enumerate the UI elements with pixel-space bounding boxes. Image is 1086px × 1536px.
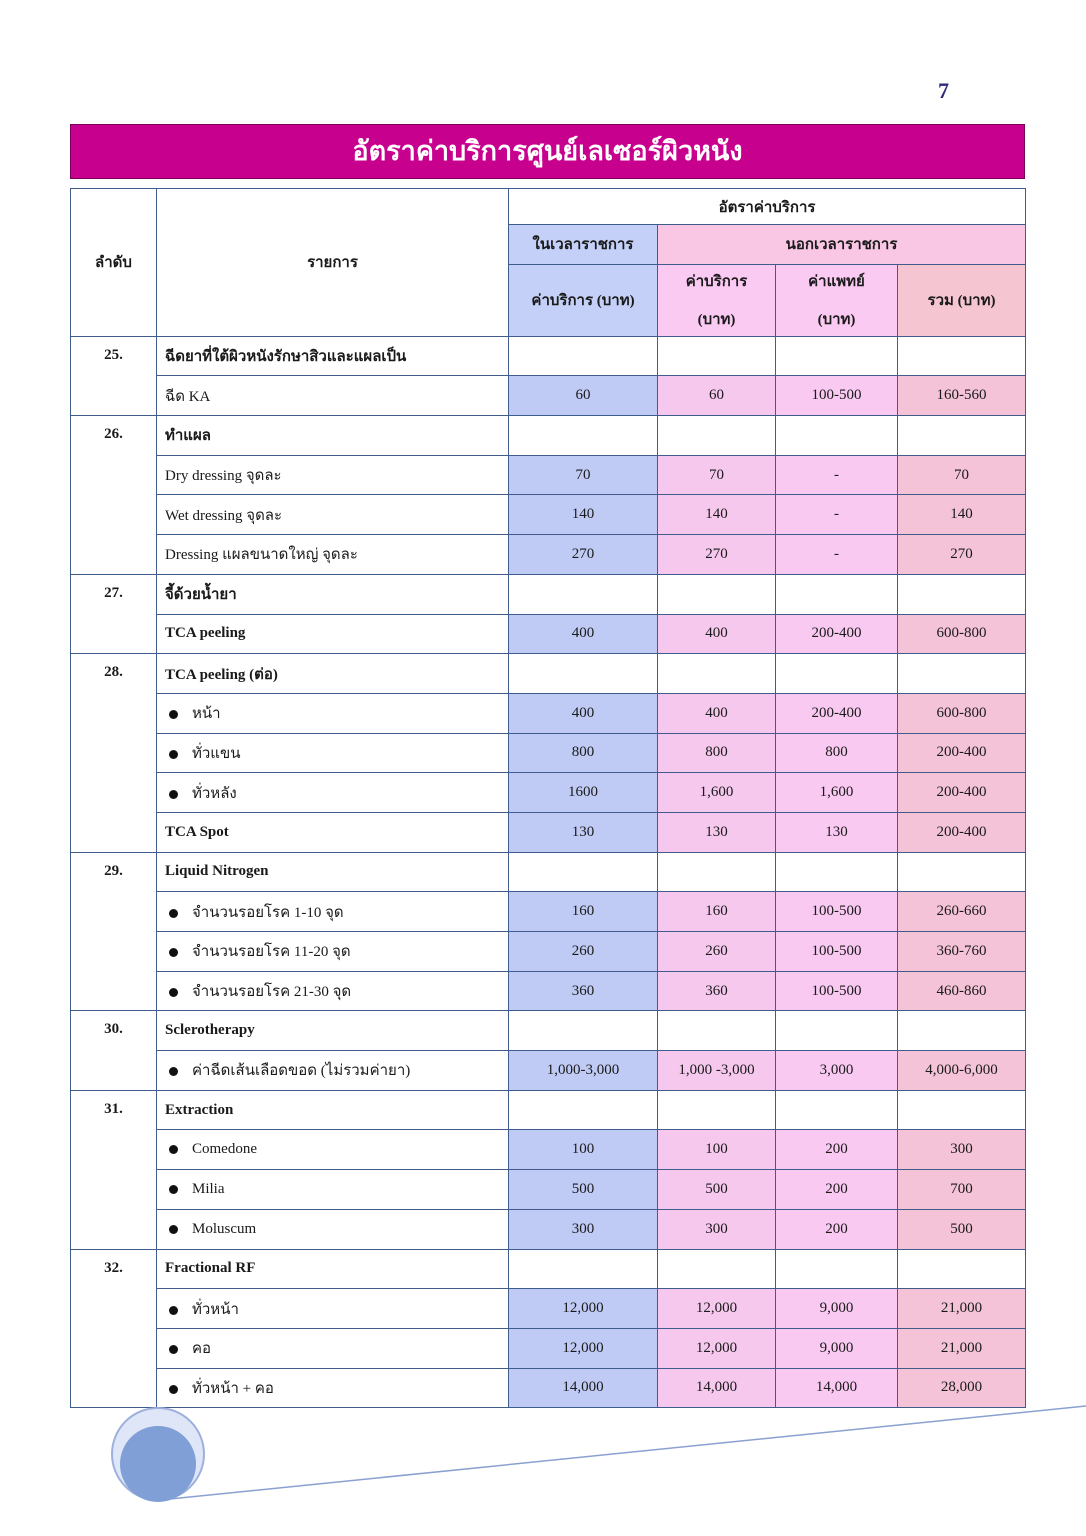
cell-in-hours-fee: 14,000 [509, 1368, 658, 1408]
cell-total-fee: 360-760 [898, 932, 1026, 972]
bullet-icon [169, 948, 178, 957]
row-item-label: จี้ด้วยน้ำยา [165, 587, 237, 604]
header-out-hours: นอกเวลาราชการ [658, 225, 1026, 265]
table-row [71, 614, 1026, 654]
table-row [71, 733, 1026, 773]
cell-out-hours-fee: 400 [658, 693, 776, 733]
page-number: 7 [938, 78, 949, 103]
row-item [157, 574, 509, 614]
table-row [71, 1289, 1026, 1329]
cell-doctor-fee: 130 [776, 812, 898, 852]
cell-in-hours-fee: 70 [509, 455, 658, 495]
cell-doctor-fee [776, 654, 898, 694]
cell-doctor-fee: 1,600 [776, 773, 898, 813]
cell-total-fee [898, 574, 1026, 614]
cell-total-fee: 70 [898, 455, 1026, 495]
cell-in-hours-fee: 12,000 [509, 1328, 658, 1368]
header-in-hours: ในเวลาราชการ [509, 225, 658, 265]
decor-circle-outer [112, 1408, 204, 1500]
cell-in-hours-fee [509, 336, 658, 376]
cell-out-hours-fee [658, 416, 776, 456]
cell-in-hours-fee: 130 [509, 812, 658, 852]
cell-out-hours-fee: 270 [658, 535, 776, 575]
bullet-icon [169, 1145, 178, 1154]
table-row [71, 812, 1026, 852]
cell-doctor-fee: 800 [776, 733, 898, 773]
row-item-label: ทั่วหลัง [192, 785, 237, 802]
cell-in-hours-fee: 300 [509, 1209, 658, 1249]
cell-out-hours-fee [658, 574, 776, 614]
cell-doctor-fee: 100-500 [776, 971, 898, 1011]
cell-total-fee [898, 1011, 1026, 1051]
cell-out-hours-fee [658, 1249, 776, 1289]
cell-out-hours-fee [658, 336, 776, 376]
cell-total-fee: 140 [898, 495, 1026, 535]
row-item [157, 535, 509, 575]
table-row [71, 1368, 1026, 1408]
row-item-label: ทั่วหน้า + คอ [192, 1380, 274, 1397]
cell-total-fee: 500 [898, 1209, 1026, 1249]
cell-in-hours-fee: 260 [509, 932, 658, 972]
cell-in-hours-fee [509, 1090, 658, 1130]
row-item-label: ทำแผล [165, 428, 211, 445]
row-item-label: TCA peeling [165, 625, 246, 642]
cell-total-fee: 600-800 [898, 614, 1026, 654]
row-item-label: Milia [192, 1180, 225, 1197]
cell-out-hours-fee: 300 [658, 1209, 776, 1249]
cell-total-fee [898, 416, 1026, 456]
cell-doctor-fee: - [776, 495, 898, 535]
cell-doctor-fee: 200 [776, 1130, 898, 1170]
row-item [157, 455, 509, 495]
cell-out-hours-fee: 60 [658, 376, 776, 416]
row-number: 30. [71, 1011, 157, 1090]
cell-total-fee: 28,000 [898, 1368, 1026, 1408]
cell-total-fee: 300 [898, 1130, 1026, 1170]
table-row [71, 1170, 1026, 1210]
page-title: อัตราค่าบริการศูนย์เลเซอร์ผิวหนัง [70, 124, 1025, 179]
row-item-label: ทั่วแขน [192, 745, 241, 762]
bullet-icon [169, 1225, 178, 1234]
table-row [71, 773, 1026, 813]
cell-doctor-fee [776, 574, 898, 614]
row-item [157, 416, 509, 456]
row-item-label: Moluscum [192, 1220, 257, 1237]
table-row [71, 455, 1026, 495]
row-item [157, 376, 509, 416]
cell-out-hours-fee: 800 [658, 733, 776, 773]
header-doctor-fee-line2: (บาท) [817, 312, 856, 329]
cell-total-fee: 160-560 [898, 376, 1026, 416]
row-item-label: Comedone [192, 1141, 257, 1158]
row-item [157, 654, 509, 694]
cell-in-hours-fee: 270 [509, 535, 658, 575]
table-row [71, 495, 1026, 535]
bullet-icon [169, 790, 178, 799]
cell-doctor-fee: 200-400 [776, 693, 898, 733]
row-number: 27. [71, 574, 157, 653]
cell-total-fee: 270 [898, 535, 1026, 575]
cell-doctor-fee [776, 1011, 898, 1051]
row-item [157, 495, 509, 535]
header-rates: อัตราค่าบริการ [509, 189, 1026, 225]
row-item-label: ฉีด KA [165, 388, 211, 405]
cell-doctor-fee: 100-500 [776, 376, 898, 416]
cell-in-hours-fee: 500 [509, 1170, 658, 1210]
header-no: ลำดับ [71, 189, 157, 337]
row-item [157, 1209, 509, 1249]
row-item-label: คอ [192, 1341, 212, 1358]
row-number: 25. [71, 336, 157, 415]
row-item-label: TCA peeling (ต่อ) [165, 666, 278, 683]
cell-out-hours-fee: 160 [658, 892, 776, 932]
cell-total-fee: 600-800 [898, 693, 1026, 733]
cell-doctor-fee: 100-500 [776, 932, 898, 972]
cell-doctor-fee: 9,000 [776, 1328, 898, 1368]
cell-out-hours-fee: 70 [658, 455, 776, 495]
cell-in-hours-fee: 1,000-3,000 [509, 1051, 658, 1091]
cell-doctor-fee: 100-500 [776, 892, 898, 932]
cell-doctor-fee: - [776, 455, 898, 495]
row-item [157, 1328, 509, 1368]
cell-total-fee [898, 1249, 1026, 1289]
bullet-icon [169, 1306, 178, 1315]
cell-out-hours-fee [658, 1090, 776, 1130]
cell-out-hours-fee [658, 1011, 776, 1051]
cell-doctor-fee: 200 [776, 1209, 898, 1249]
cell-in-hours-fee: 1600 [509, 773, 658, 813]
table-row [71, 1328, 1026, 1368]
row-item-label: TCA Spot [165, 823, 229, 840]
table-row [71, 1249, 1026, 1289]
cell-in-hours-fee [509, 416, 658, 456]
row-item [157, 812, 509, 852]
row-item-label: หน้า [192, 706, 221, 723]
row-item [157, 1289, 509, 1329]
row-item [157, 852, 509, 892]
cell-out-hours-fee: 1,600 [658, 773, 776, 813]
row-item-label: Dressing แผลขนาดใหญ่ จุดละ [165, 547, 358, 564]
cell-total-fee: 200-400 [898, 733, 1026, 773]
cell-total-fee [898, 654, 1026, 694]
cell-total-fee: 260-660 [898, 892, 1026, 932]
cell-in-hours-fee [509, 654, 658, 694]
table-row [71, 376, 1026, 416]
bullet-icon [169, 750, 178, 759]
row-item-label: Wet dressing จุดละ [165, 507, 283, 524]
cell-out-hours-fee: 14,000 [658, 1368, 776, 1408]
row-item-label: จำนวนรอยโรค 11-20 จุด [192, 944, 351, 961]
row-item [157, 892, 509, 932]
cell-total-fee: 21,000 [898, 1289, 1026, 1329]
row-item [157, 1051, 509, 1091]
cell-doctor-fee: 200-400 [776, 614, 898, 654]
cell-in-hours-fee: 12,000 [509, 1289, 658, 1329]
cell-total-fee: 200-400 [898, 773, 1026, 813]
cell-out-hours-fee: 400 [658, 614, 776, 654]
table-row [71, 693, 1026, 733]
row-item-label: Liquid Nitrogen [165, 863, 269, 880]
table-row [71, 336, 1026, 376]
row-item-label: Fractional RF [165, 1260, 256, 1277]
bullet-icon [169, 988, 178, 997]
cell-out-hours-fee: 260 [658, 932, 776, 972]
row-item [157, 773, 509, 813]
bullet-icon [169, 710, 178, 719]
bullet-icon [169, 1385, 178, 1394]
cell-total-fee [898, 1090, 1026, 1130]
row-item [157, 932, 509, 972]
cell-total-fee: 21,000 [898, 1328, 1026, 1368]
table-row [71, 1130, 1026, 1170]
cell-in-hours-fee: 800 [509, 733, 658, 773]
cell-in-hours-fee: 60 [509, 376, 658, 416]
row-number: 29. [71, 852, 157, 1011]
cell-in-hours-fee: 160 [509, 892, 658, 932]
cell-total-fee: 4,000-6,000 [898, 1051, 1026, 1091]
bullet-icon [169, 909, 178, 918]
row-item [157, 1170, 509, 1210]
table-row [71, 574, 1026, 614]
row-item-label: ฉีดยาที่ใต้ผิวหนังรักษาสิวและแผลเป็น [165, 349, 407, 366]
table-row [71, 1051, 1026, 1091]
table-row [71, 1209, 1026, 1249]
row-item-label: จำนวนรอยโรค 21-30 จุด [192, 984, 352, 1001]
header-total: รวม (บาท) [898, 264, 1026, 336]
row-item [157, 1090, 509, 1130]
cell-total-fee [898, 336, 1026, 376]
row-item [157, 1368, 509, 1408]
cell-in-hours-fee: 360 [509, 971, 658, 1011]
row-item [157, 1249, 509, 1289]
row-item-label: Dry dressing จุดละ [165, 468, 282, 485]
row-number: 31. [71, 1090, 157, 1249]
cell-in-hours-fee: 100 [509, 1130, 658, 1170]
row-item [157, 614, 509, 654]
cell-out-hours-fee: 100 [658, 1130, 776, 1170]
cell-out-hours-fee: 500 [658, 1170, 776, 1210]
cell-total-fee [898, 852, 1026, 892]
rates-table-body [71, 336, 1026, 1408]
row-item [157, 1130, 509, 1170]
row-item [157, 733, 509, 773]
cell-out-hours-fee [658, 852, 776, 892]
header-doctor-fee-line1: ค่าแพทย์ [808, 274, 865, 291]
header-out-service-fee [658, 264, 776, 336]
row-item [157, 693, 509, 733]
cell-doctor-fee [776, 852, 898, 892]
cell-doctor-fee [776, 1090, 898, 1130]
cell-out-hours-fee: 1,000 -3,000 [658, 1051, 776, 1091]
cell-doctor-fee [776, 416, 898, 456]
table-row [71, 892, 1026, 932]
cell-doctor-fee: - [776, 535, 898, 575]
cell-out-hours-fee: 360 [658, 971, 776, 1011]
table-row [71, 932, 1026, 972]
cell-out-hours-fee: 130 [658, 812, 776, 852]
table-row [71, 1011, 1026, 1051]
cell-out-hours-fee: 140 [658, 495, 776, 535]
cell-in-hours-fee [509, 1011, 658, 1051]
header-item: รายการ [157, 189, 509, 337]
table-row [71, 971, 1026, 1011]
cell-in-hours-fee: 400 [509, 614, 658, 654]
row-number: 28. [71, 654, 157, 852]
cell-out-hours-fee [658, 654, 776, 694]
table-row [71, 1090, 1026, 1130]
table-row [71, 852, 1026, 892]
row-item-label: Extraction [165, 1101, 234, 1118]
cell-total-fee: 200-400 [898, 812, 1026, 852]
row-item [157, 1011, 509, 1051]
table-row [71, 416, 1026, 456]
row-item-label: Sclerotherapy [165, 1022, 255, 1039]
rates-table [70, 188, 1026, 1408]
table-row [71, 654, 1026, 694]
cell-in-hours-fee [509, 852, 658, 892]
cell-in-hours-fee [509, 574, 658, 614]
row-item-label: ค่าฉีดเส้นเลือดขอด (ไม่รวมค่ายา) [192, 1063, 411, 1080]
bullet-icon [169, 1345, 178, 1354]
cell-doctor-fee: 3,000 [776, 1051, 898, 1091]
row-item [157, 971, 509, 1011]
header-out-service-fee-line2: (บาท) [697, 312, 736, 329]
decor-circle-inner [120, 1426, 196, 1502]
bullet-icon [169, 1067, 178, 1076]
cell-doctor-fee: 200 [776, 1170, 898, 1210]
header-in-service-fee: ค่าบริการ (บาท) [509, 264, 658, 336]
table-row [71, 535, 1026, 575]
row-item [157, 336, 509, 376]
row-number: 26. [71, 416, 157, 575]
cell-in-hours-fee: 140 [509, 495, 658, 535]
bullet-icon [169, 1185, 178, 1194]
cell-out-hours-fee: 12,000 [658, 1289, 776, 1329]
cell-doctor-fee [776, 1249, 898, 1289]
cell-doctor-fee [776, 336, 898, 376]
header-out-service-fee-line1: ค่าบริการ [685, 274, 748, 291]
cell-doctor-fee: 9,000 [776, 1289, 898, 1329]
row-item-label: จำนวนรอยโรค 1-10 จุด [192, 904, 344, 921]
cell-out-hours-fee: 12,000 [658, 1328, 776, 1368]
cell-in-hours-fee [509, 1249, 658, 1289]
cell-total-fee: 460-860 [898, 971, 1026, 1011]
row-item-label: ทั่วหน้า [192, 1301, 239, 1318]
header-doctor-fee [776, 264, 898, 336]
cell-total-fee: 700 [898, 1170, 1026, 1210]
cell-in-hours-fee: 400 [509, 693, 658, 733]
cell-doctor-fee: 14,000 [776, 1368, 898, 1408]
row-number: 32. [71, 1249, 157, 1408]
